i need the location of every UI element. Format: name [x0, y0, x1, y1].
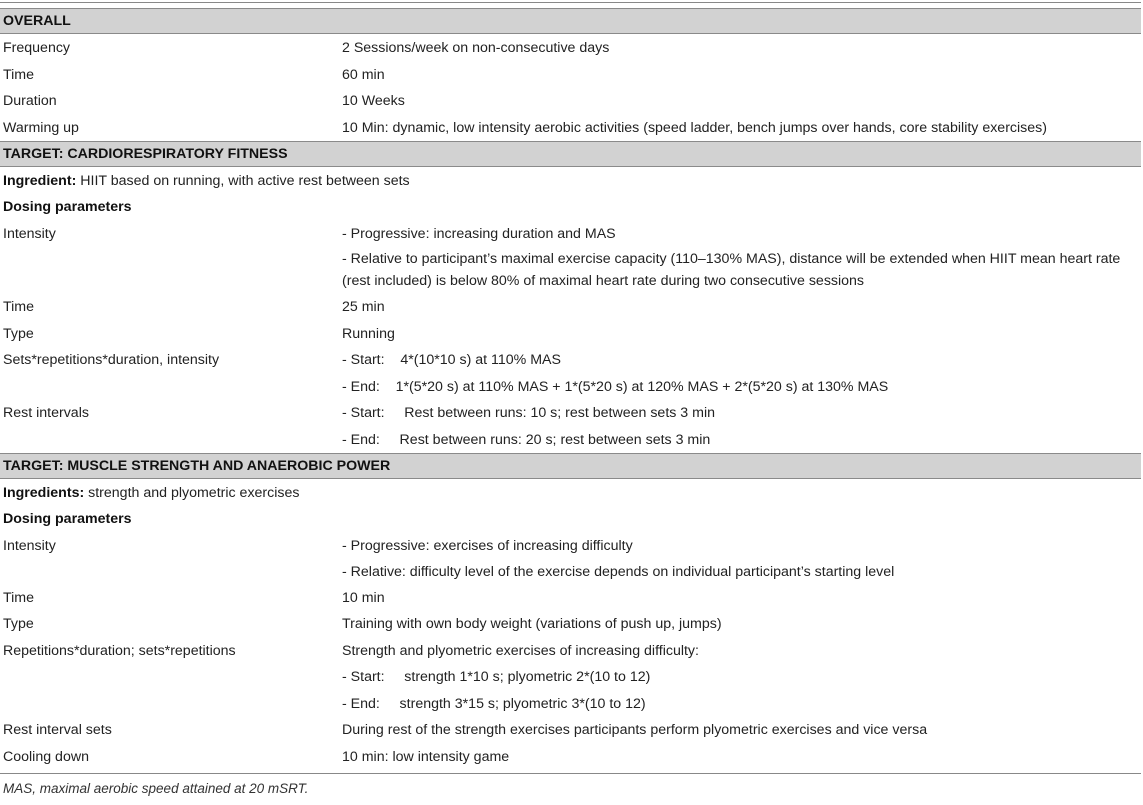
row-value: - Start: Rest between runs: 10 s; rest between sets 3 min [342, 405, 715, 421]
table-row [0, 691, 1141, 717]
row-value: - Relative to participant’s maximal exercise capacity (110–130% MAS), distance will be extended when HIIT mean heart rate (rest included) is below 80% of maximal heart rate during two consecutive sessions [342, 251, 1121, 289]
row-value: Training with own body weight (variations of push up, jumps) [342, 616, 722, 632]
table-row [0, 294, 1141, 320]
ingredient-value: HIIT based on running, with active rest between sets [76, 172, 410, 189]
section-title: OVERALL [3, 13, 71, 29]
row-value: - Start: strength 1*10 s; plyometric 2*(10 to 12) [342, 669, 651, 685]
table-row [0, 533, 1141, 559]
table-row [0, 221, 1141, 247]
table-row [0, 35, 1141, 61]
table-row [0, 427, 1141, 453]
dosing-heading: Dosing parameters [3, 199, 132, 215]
table-top-rule [0, 2, 1141, 3]
row-label: Sets*repetitions*duration, intensity [3, 352, 220, 368]
row-value: 25 min [342, 299, 385, 315]
table-row [0, 611, 1141, 637]
table-row [0, 559, 1141, 585]
row-label: Time [3, 66, 35, 83]
row-value: - Progressive: exercises of increasing difficulty [342, 537, 633, 554]
table-row [0, 194, 1141, 220]
section-header-strength [0, 453, 1141, 479]
row-value: 10 Weeks [342, 93, 405, 109]
table-row [0, 115, 1141, 141]
row-label: Time [3, 299, 35, 315]
row-label: Time [3, 590, 35, 606]
table-row [0, 480, 1141, 506]
row-value: 2 Sessions/week on non-consecutive days [342, 40, 610, 56]
row-value: 10 min [342, 590, 385, 606]
row-label: Repetitions*duration; sets*repetitions [3, 642, 236, 659]
table-row [0, 638, 1141, 664]
table-row [0, 247, 1141, 295]
row-label: Intensity [3, 537, 56, 554]
table-bottom-rule [0, 773, 1141, 774]
section-title: TARGET: MUSCLE STRENGTH AND ANAEROBIC POWER [3, 458, 391, 474]
table-row [0, 321, 1141, 347]
row-value: - End: Rest between runs: 20 s; rest between sets 3 min [342, 431, 711, 448]
table-row [0, 347, 1141, 373]
row-value: 10 Min: dynamic, low intensity aerobic activities (speed ladder, bench jumps over hands, core stability exercises) [342, 119, 1047, 136]
row-value: - Start: 4*(10*10 s) at 110% MAS [342, 352, 561, 368]
ingredient-label: Ingredients: [3, 484, 85, 501]
ingredient-label: Ingredient: [3, 172, 77, 189]
row-value: 60 min [342, 66, 385, 83]
table-row [0, 62, 1141, 88]
section-header-cardio [0, 141, 1141, 167]
row-value: Running [342, 325, 395, 342]
row-label: Duration [3, 93, 57, 109]
row-label: Type [3, 325, 34, 342]
row-label: Rest interval sets [3, 722, 112, 738]
table-row [0, 88, 1141, 114]
row-value: During rest of the strength exercises participants perform plyometric exercises and vice versa [342, 722, 928, 738]
table-footnote: MAS, maximal aerobic speed attained at 20 mSRT. [3, 781, 309, 796]
row-value: - End: 1*(5*20 s) at 110% MAS + 1*(5*20 s) at 120% MAS + 2*(5*20 s) at 130% MAS [342, 378, 889, 395]
section-title: TARGET: CARDIORESPIRATORY FITNESS [3, 146, 288, 162]
row-value: 10 min: low intensity game [342, 748, 510, 765]
row-value: - End: strength 3*15 s; plyometric 3*(10 to 12) [342, 695, 646, 712]
table-row [0, 374, 1141, 400]
table-row [0, 664, 1141, 690]
row-value: Strength and plyometric exercises of increasing difficulty: [342, 642, 699, 659]
table-row [0, 168, 1141, 194]
row-value: - Relative: difficulty level of the exercise depends on individual participant’s starting level [342, 564, 895, 580]
row-value: - Progressive: increasing duration and MAS [342, 225, 616, 242]
row-label: Frequency [3, 40, 71, 56]
ingredient-line [3, 485, 299, 501]
row-label: Warming up [3, 119, 79, 136]
dosing-heading: Dosing parameters [3, 511, 132, 527]
table-row [0, 744, 1141, 770]
ingredient-value: strength and plyometric exercises [84, 484, 300, 501]
section-header-overall [0, 8, 1141, 34]
table-row [0, 506, 1141, 532]
row-label: Cooling down [3, 748, 89, 765]
table-row [0, 400, 1141, 426]
row-label: Rest intervals [3, 405, 89, 421]
table-row [0, 717, 1141, 743]
row-label: Intensity [3, 225, 56, 242]
ingredient-line [3, 173, 410, 189]
table-row [0, 585, 1141, 611]
row-label: Type [3, 616, 34, 632]
